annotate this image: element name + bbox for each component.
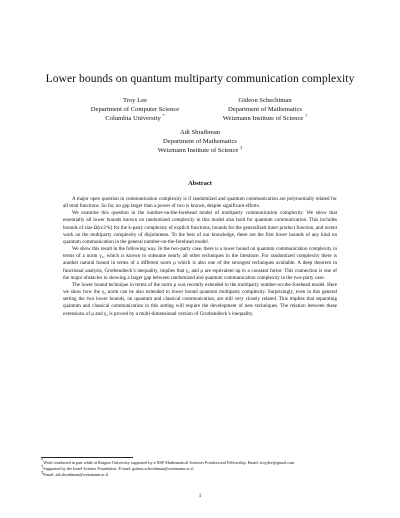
footnote-mark: ‡ (41, 469, 44, 475)
footnote-mark: * (41, 457, 44, 463)
paper-title: Lower bounds on quantum multiparty communication complexity (45, 72, 355, 85)
affiliation-text: Weizmann Institute of Science (222, 115, 304, 123)
abstract-paragraph: We show this result in the following way. In the two-party case, there is a lower bound on quantum communication complexity in terms of a norm γ₂, which is known to subsume nearly all other techniques in the literature. For randomized complexity there is another natural bound in terms of a different norm μ which is also one of the strongest techniques available. A deep theorem in functional analysis, Grothendieck’s inequality, implies that γ₂ and μ are equivalent up to a constant factor. This connection is one of the major obstacles to showing a larger gap between randomized and quantum communication complexity in the two-party case. (63, 246, 337, 281)
footnote-text: Work conducted in part while at Rutgers University supported by a NSF Mathematical Sciences Postdoctoral Fellowship. Email: troyjlee@gmail.com (43, 460, 295, 465)
footnote-text: Email: adi.shraibman@weizmann.ac.il (43, 472, 109, 478)
footnotes (41, 457, 363, 478)
abstract-paragraph: A major open question in communication complexity is if randomized and quantum communication are polynomially related for all total functions. So far, no gap larger than a power of two is known, despite significant efforts. (63, 196, 337, 210)
author-department: Department of Computer Science (90, 106, 180, 114)
footnote-mark: ‡ (240, 145, 243, 151)
author-block-3 (120, 128, 280, 156)
author-department: Department of Mathematics (228, 106, 302, 114)
author-block-1 (70, 96, 200, 124)
author-name: Gideon Schechtman (238, 97, 292, 104)
abstract-body (63, 196, 337, 318)
footnote-mark: † (305, 113, 308, 119)
abstract-paragraph: The lower bound technique in terms of the norm μ was recently extended to the multiparty number-on-the-forehead model. Here we show how the γ₂ norm can be also extended to lower bound quantum multiparty complexity. Surprisingly, even in this general setting the two lower bounds, on quantum and classical communication, are still very closely related. This implies that separating quantum and classical communication in this setting will require the development of new techniques. The relation between these extensions of μ and γ₂ is proved by a multi-dimensional version of Grothendieck’s inequality. (63, 281, 337, 317)
author-affiliation (190, 114, 340, 123)
author-block-2 (190, 96, 340, 124)
affiliation-text: Weizmann Institute of Science (157, 147, 239, 155)
footnote-mark: * (162, 113, 165, 119)
author-affiliation (120, 146, 280, 155)
affiliation-text: Columbia University (105, 115, 161, 123)
author-name: Adi Shraibman (179, 129, 221, 136)
author-name: Troy Lee (122, 97, 148, 104)
footnote-rule (41, 457, 133, 458)
footnote-text: Supported by the Israel Science Foundation. E-mail: gideon.schechtman@weizmann.ac.il (43, 466, 194, 472)
abstract-paragraph: We examine this question in the number-on-the-forehead model of multiparty communication complexity. We show that essentially all lower bounds known on randomized complexity in this model also hold for quantum communication. This includes bounds of size Ω(n/2^k) for the k-party complexity of explicit functions, bounds for the generalized inner product function, and recent work on the multiparty complexity of disjointness. To the best of our knowledge, these are the first lower bounds of any kind on quantum communication in the general number-on-the-forehead model. (63, 210, 337, 245)
author-affiliation (70, 114, 200, 123)
page-number: 1 (198, 493, 202, 499)
abstract-heading: Abstract (188, 180, 212, 187)
author-department: Department of Mathematics (163, 138, 237, 146)
footnote-mark: † (41, 463, 44, 469)
